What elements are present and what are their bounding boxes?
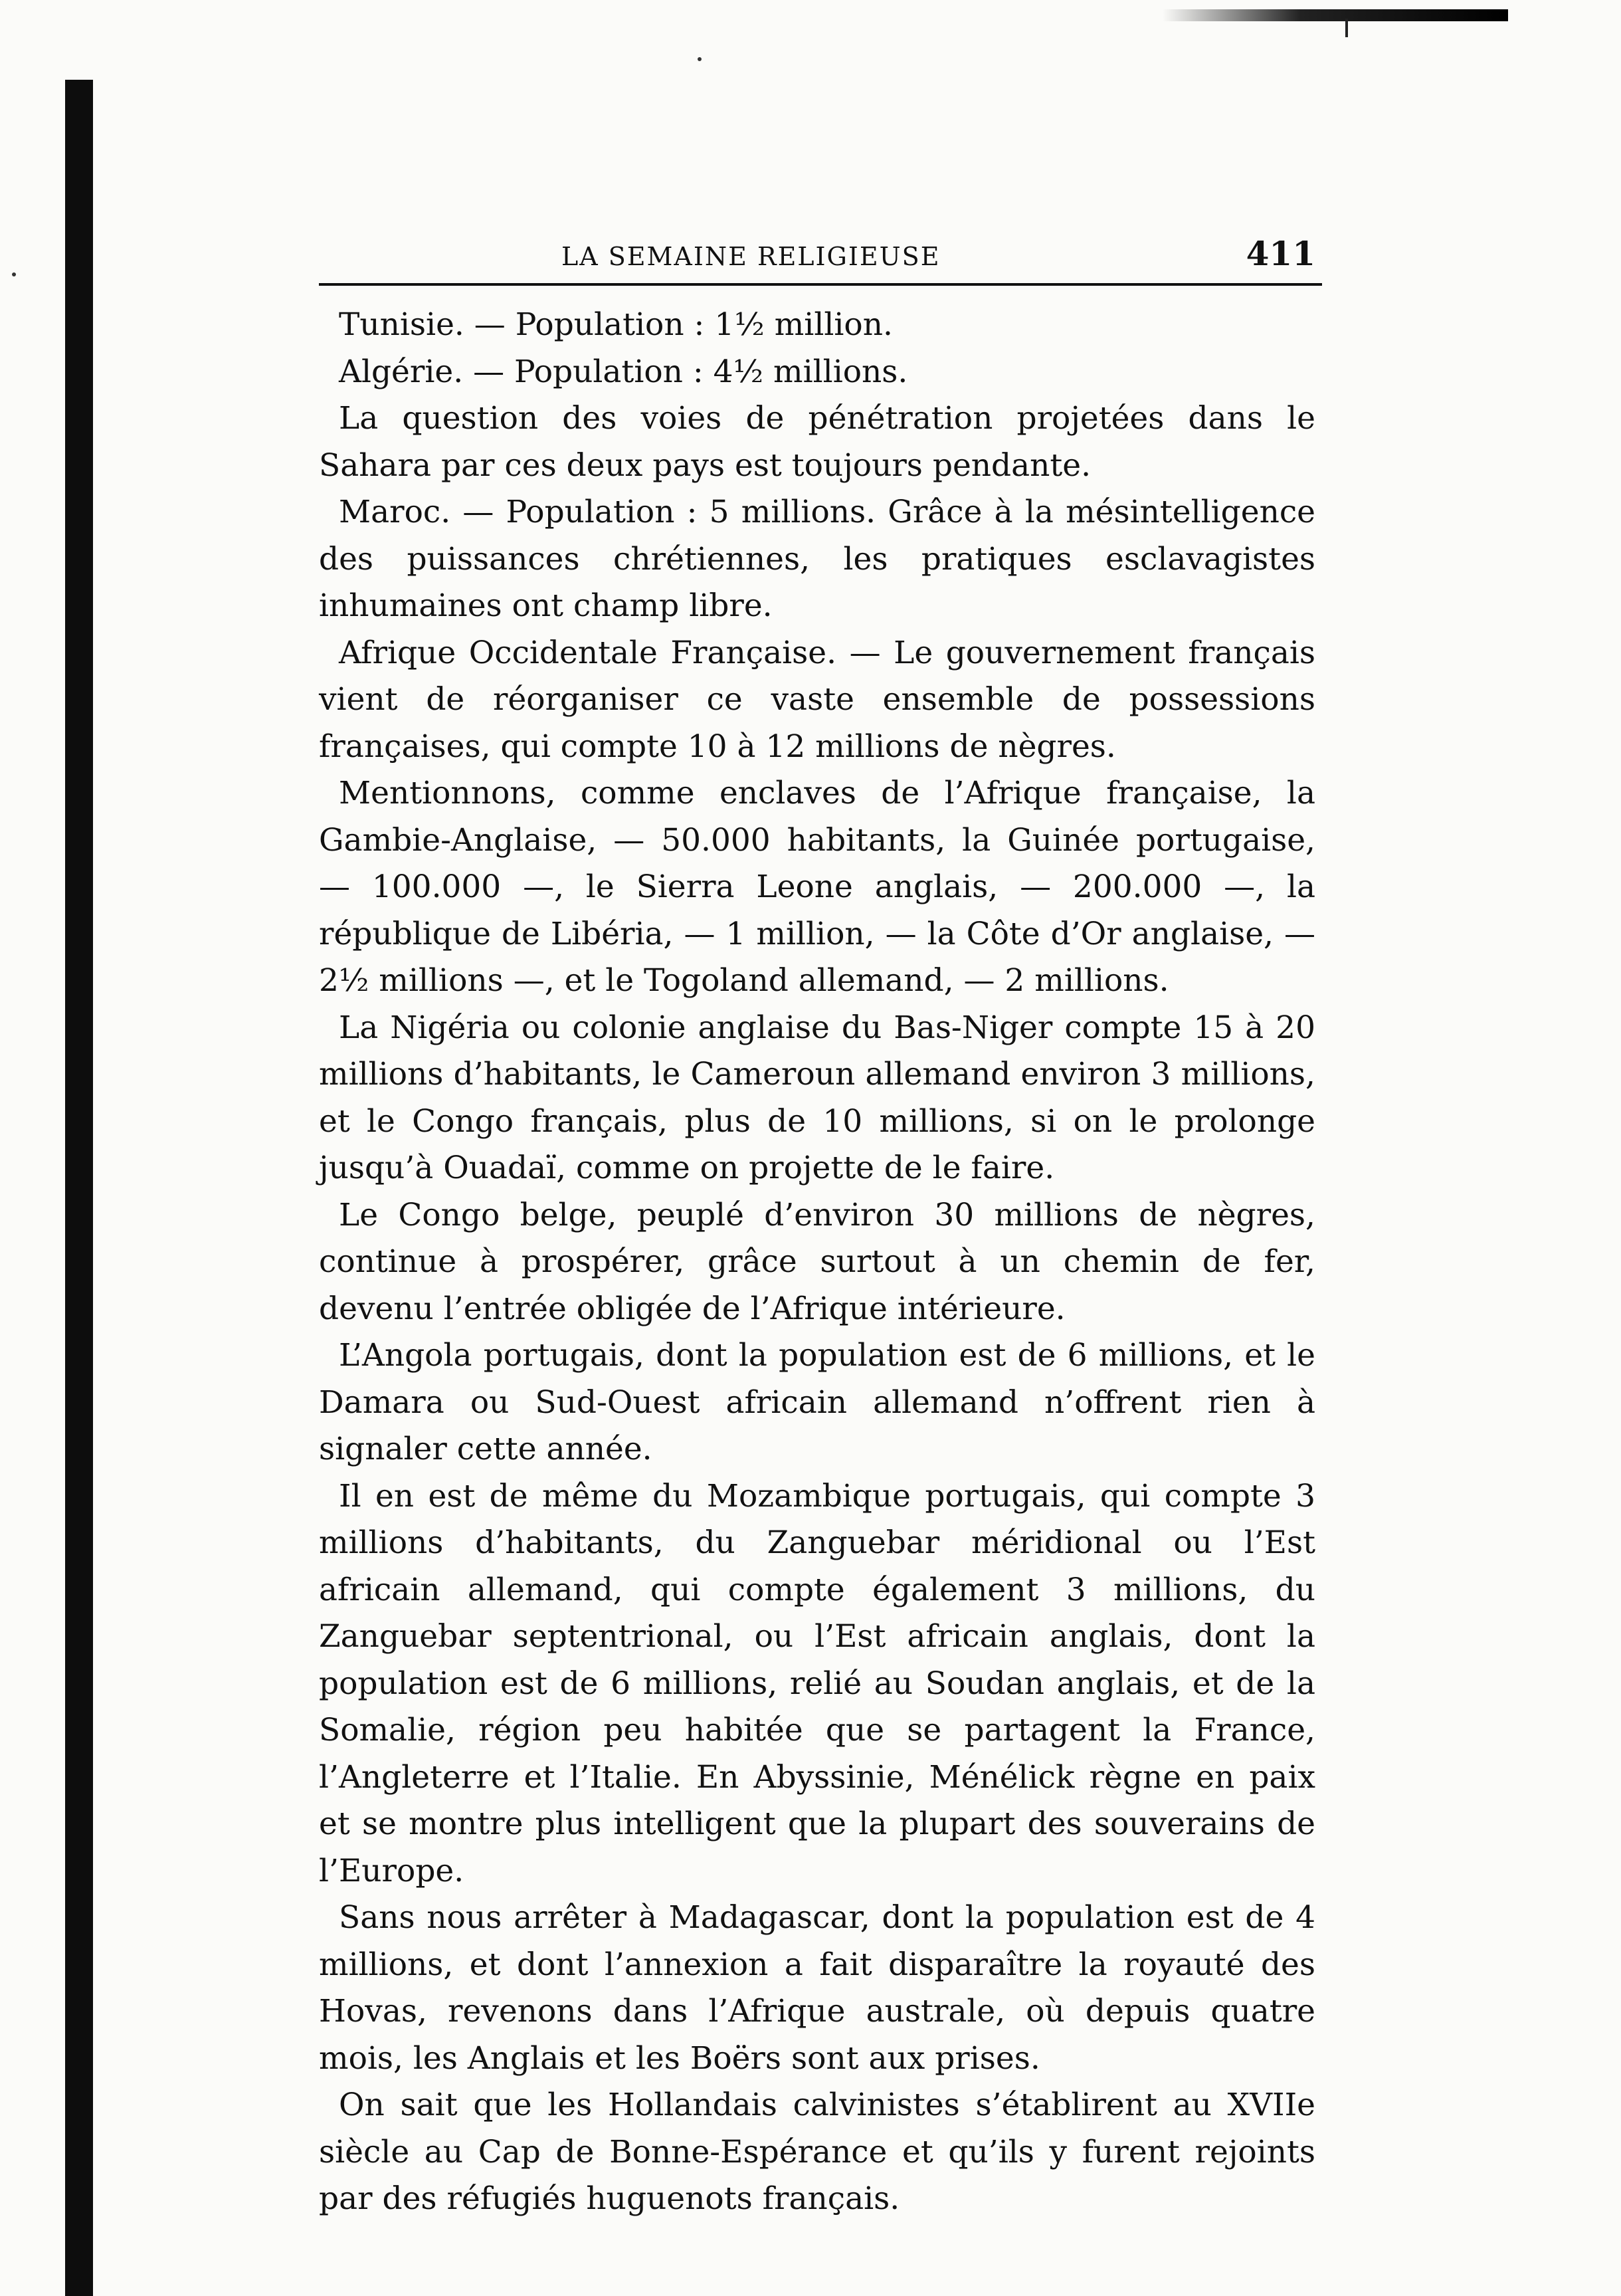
paragraph: Algérie. — Population : 4½ millions. [339, 353, 908, 390]
page-number: 411 [1246, 234, 1315, 273]
paragraph: Mentionnons, comme enclaves de l’Afrique française, la Gambie-Anglaise, — 50.000 habitants, la Guinée portugaise, — 100.000 —, le Sierra Leone anglais, — 200.000 —, la république de Libéria, — 1 million, — la Côte d’Or anglaise, — 2½ millions —, et le Togoland allemand, — 2 millions. [319, 775, 1315, 999]
paragraph: Afrique Occidentale Française. — Le gouvernement français vient de réorganiser ce vaste ensemble de possessions françaises, qui compte 10 à 12 millions de nègres. [319, 634, 1315, 765]
running-title: LA SEMAINE RELIGIEUSE [561, 242, 941, 271]
book-page [319, 233, 1329, 2226]
running-head [319, 233, 1322, 286]
paragraph: Tunisie. — Population : 1½ million. [339, 306, 893, 343]
scan-speck [698, 57, 702, 61]
paragraph: La Nigéria ou colonie anglaise du Bas-Niger compte 15 à 20 millions d’habitants, le Cameroun allemand environ 3 millions, et le Congo français, plus de 10 millions, si on le prolonge jusqu’à Ouadaï, comme on projette de le faire. [319, 1009, 1315, 1186]
body-text [319, 299, 1315, 2223]
paragraph: On sait que les Hollandais calvinistes s’établirent au XVIIe siècle au Cap de Bonne-Espérance et qu’ils y furent rejoints par des réfugiés huguenots français. [319, 2087, 1315, 2217]
paragraph: Le Congo belge, peuplé d’environ 30 millions de nègres, continue à prospérer, grâce surtout à un chemin de fer, devenu l’entrée obligée de l’Afrique intérieure. [319, 1196, 1315, 1327]
paragraph: Il en est de même du Mozambique portugais, qui compte 3 millions d’habitants, du Zanguebar méridional ou l’Est africain allemand, qui compte également 3 millions, du Zanguebar septentrional, ou l’Est africain anglais, dont la population est de 6 millions, relié au Soudan anglais, et de la Somalie, région peu habitée que se partagent la France, l’Angleterre et l’Italie. En Abyssinie, Ménélick règne en paix et se montre plus intelligent que la plupart des souverains de l’Europe. [319, 1477, 1315, 1889]
paragraph: L’Angola portugais, dont la population est de 6 millions, et le Damara ou Sud-Ouest africain allemand n’offrent rien à signaler cette année. [319, 1337, 1315, 1467]
paragraph: La question des voies de pénétration projetées dans le Sahara par ces deux pays est toujours pendante. [319, 400, 1315, 484]
scan-binding-edge [65, 80, 93, 2296]
paragraph: Maroc. — Population : 5 millions. Grâce à la mésintelligence des puissances chrétiennes, les pratiques esclavagistes inhumaines ont champ libre. [319, 494, 1315, 624]
scan-top-artifact [1163, 9, 1508, 21]
scan-top-tick [1345, 19, 1348, 37]
header-rule [319, 283, 1322, 286]
paragraph: Sans nous arrêter à Madagascar, dont la population est de 4 millions, et dont l’annexion a fait disparaître la royauté des Hovas, revenons dans l’Afrique australe, où depuis quatre mois, les Anglais et les Boërs sont aux prises. [319, 1899, 1315, 2077]
scan-speck [12, 272, 16, 276]
